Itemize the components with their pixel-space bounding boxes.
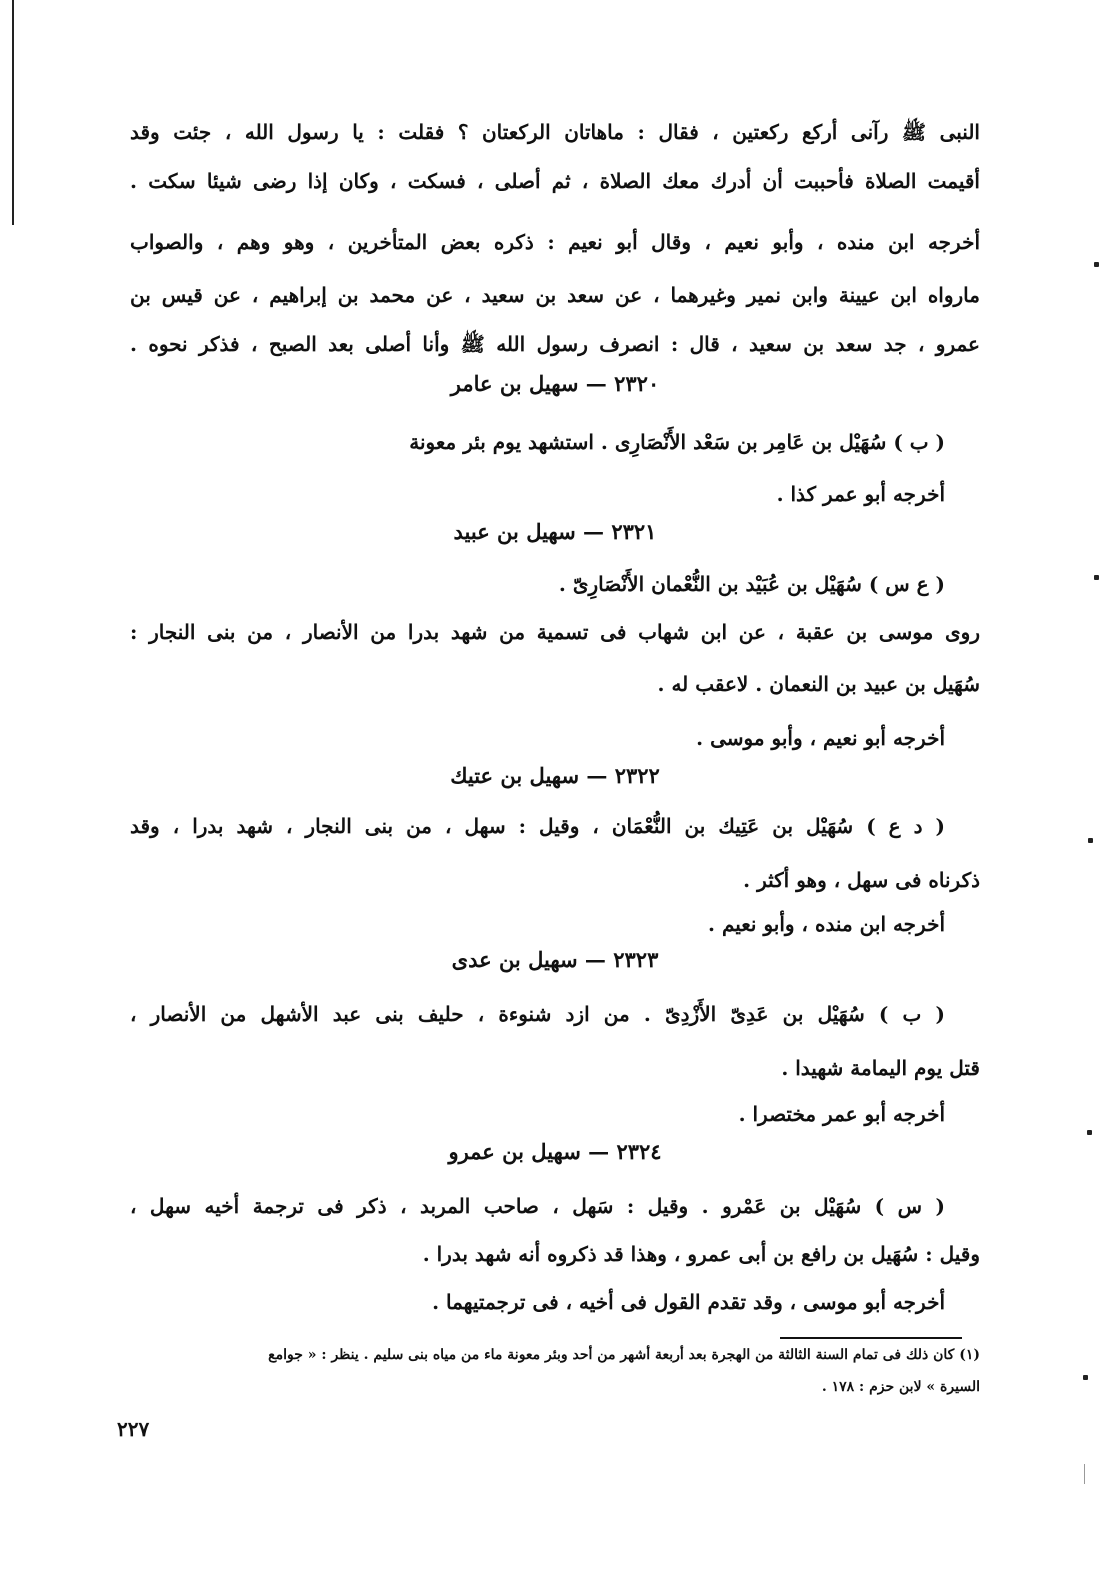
main-text (130, 0, 980, 1330)
entry-line: أخرجه أبو موسى ، وقد تقدم القول فى أخيه ، فى ترجمتيهما . (432, 1290, 945, 1314)
entry-heading: ٢٣٢٠ — سهيل بن عامر (450, 371, 660, 396)
entry-line: قتل يوم اليمامة شهيدا . (781, 1056, 980, 1080)
scan-edge-mark (1084, 1464, 1085, 1484)
entry-line: ( ب ) سُهَيْل بن عَدِىّ الأَزْدِىّ . من ازد شنوءة ، حليف بنى عبد الأشهل من الأنصار ، (130, 1002, 945, 1026)
entry-line: أخرجه أبو عمر كذا . (776, 482, 945, 506)
entry-heading: ٢٣٢١ — سهيل بن عبيد (453, 519, 657, 544)
entry-line: أخرجه أبو عمر مختصرا . (738, 1102, 945, 1126)
paragraph-line: أخرجه ابن منده ، وأبو نعيم ، وقال أبو نعيم : ذكره بعض المتأخرين ، وهو وهم ، والصواب (130, 230, 980, 254)
margin-dot (1088, 838, 1093, 843)
footnote-line: السيرة » لابن حزم : ١٧٨ . (821, 1379, 980, 1395)
entry-line: سُهَيل بن عبيد بن النعمان . لاعقب له . (657, 672, 980, 696)
entry-line: ( ع س ) سُهَيْل بن عُبَيْد بن النُّعْمان الأَنْصَارِىّ . (558, 572, 945, 596)
entry-line: أخرجه أبو نعيم ، وأبو موسى . (696, 726, 945, 750)
entry-line: ذكرناه فى سهل ، وهو أكثر . (743, 868, 980, 892)
footnote-line: (١) كان ذلك فى تمام السنة الثالثة من الهجرة بعد أربعة أشهر من أحد وبئر معونة ماء من مياه بنى سليم . ينظر : « جوامع (268, 1347, 980, 1363)
margin-dot (1087, 1130, 1092, 1135)
scan-edge-line (12, 0, 14, 225)
entry-heading: ٢٣٢٤ — سهيل بن عمرو (448, 1139, 662, 1164)
page-number: ٢٢٧ (117, 1417, 150, 1441)
entry-heading: ٢٣٢٢ — سهيل بن عتيك (450, 763, 660, 788)
paragraph-line: النبى ﷺ رآنى أركع ركعتين ، فقال : ماهاتان الركعتان ؟ فقلت : يا رسول الله ، جئت وقد (130, 120, 980, 144)
entry-line: ( س ) سُهَيْل بن عَمْرو . وقيل : سَهل ، صاحب المربد ، ذكر فى ترجمة أخيه سهل ، (130, 1194, 945, 1218)
margin-dot (1094, 575, 1099, 580)
footnote-divider (780, 1337, 962, 1339)
entry-line: ( د ع ) سُهَيْل بن عَتِيك بن النُّعْمَان ، وقيل : سهل ، من بنى النجار ، شهد بدرا ، وقد (130, 814, 945, 838)
entry-heading: ٢٣٢٣ — سهيل بن عدى (451, 947, 659, 972)
paragraph-line: أقيمت الصلاة فأحببت أن أدرك معك الصلاة ، ثم أصلى ، فسكت ، وكان إذا رضى شيئا سكت . (130, 169, 980, 193)
entry-line: ( ب ) سُهَيْل بن عَامِر بن سَعْد الأَنْصَارِى . استشهد يوم بئر معونة (409, 430, 945, 454)
margin-dot (1083, 1375, 1088, 1380)
entry-line: روى موسى بن عقبة ، عن ابن شهاب فى تسمية من شهد بدرا من الأنصار ، من بنى النجار : (130, 620, 980, 644)
margin-dot (1094, 262, 1099, 267)
paragraph-line: عمرو ، جد سعد بن سعيد ، قال : انصرف رسول الله ﷺ وأنا أصلى بعد الصبح ، فذكر نحوه . (130, 332, 980, 356)
paragraph-line: مارواه ابن عيينة وابن نمير وغيرهما ، عن سعد بن سعيد ، عن محمد بن إبراهيم ، عن قيس بن (130, 283, 980, 307)
entry-line: وقيل : سُهَيل بن رافع بن أبى عمرو ، وهذا قد ذكروه أنه شهد بدرا . (422, 1242, 980, 1266)
entry-line: أخرجه ابن منده ، وأبو نعيم . (708, 912, 945, 936)
